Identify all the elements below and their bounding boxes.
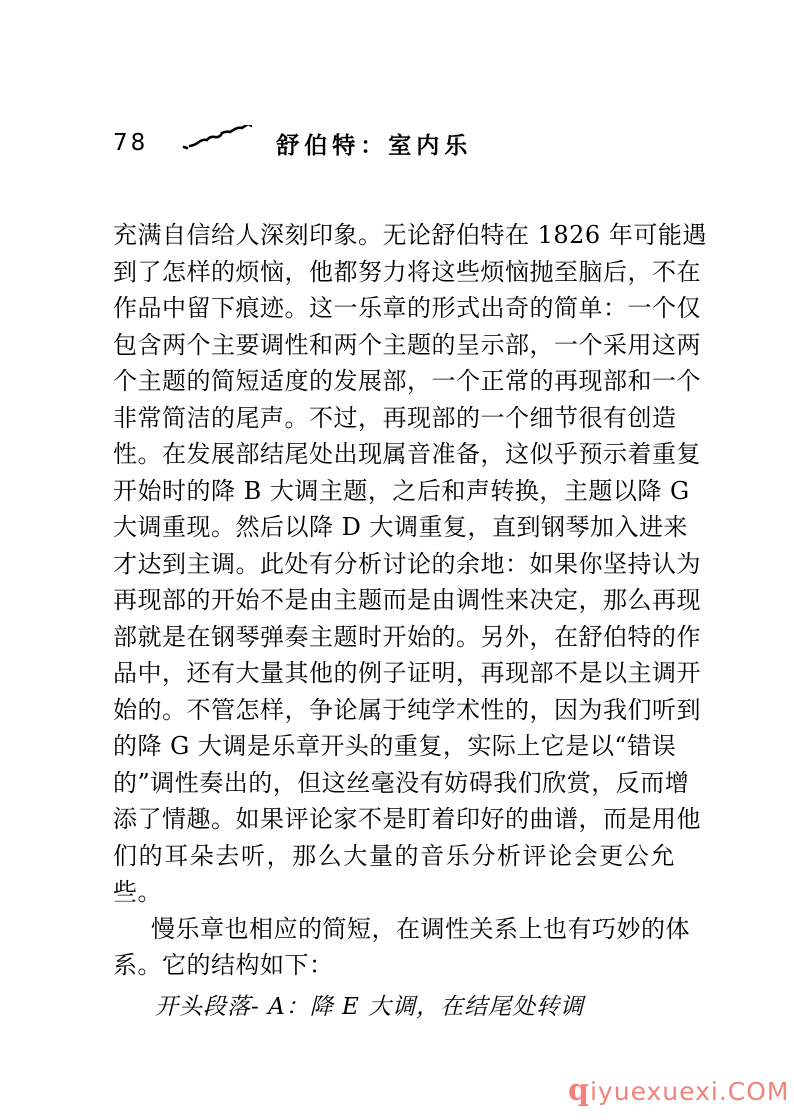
text-line: 包含两个主要调性和两个主题的呈示部，一个采用这两 <box>113 330 701 359</box>
text-line: 再现部的开始不是由主题而是由调性来决定，那么再现 <box>113 586 701 614</box>
running-head-title: 舒伯特：室内乐 <box>276 131 473 159</box>
text-line: 品中，还有大量其他的例子证明，再现部不是以主调开 <box>113 659 701 687</box>
text-line: 才达到主调。此处有分析讨论的余地：如果你坚持认为 <box>113 549 701 578</box>
text-line: 添了情趣。如果评论家不是盯着印好的曲谱，而是用他 <box>113 805 701 833</box>
text-line: 们的耳朵去听，那么大量的音乐分析评论会更公允些。 <box>113 841 675 906</box>
text-line: 到了怎样的烦恼，他都努力将这些烦恼抛至脑后，不在 <box>113 257 701 286</box>
watermark: qiyuexuexi.COM <box>568 1073 790 1108</box>
text-line: 充满自信给人深刻印象。无论舒伯特在 1826 年可能遇 <box>113 221 707 249</box>
text-line: 系。它的结构如下： <box>113 951 334 979</box>
text-line: 非常简洁的尾声。不过，再现部的一个细节很有创造 <box>113 403 677 432</box>
text-line: 开始时的降 B 大调主题，之后和声转换，主题以降 G <box>113 476 690 505</box>
text-line: 作品中留下痕迹。这一乐章的形式出奇的简单：一个仅 <box>113 294 701 322</box>
flourish-squiggle-icon <box>180 125 252 155</box>
body-text <box>113 217 707 1025</box>
page-number: 78 <box>113 130 149 156</box>
running-head <box>113 126 675 160</box>
text-line: 的”调性奏出的，但这丝毫没有妨碍我们欣赏，反而增 <box>113 768 690 797</box>
text-line: 慢乐章也相应的简短，在调性关系上也有巧妙的体 <box>151 914 690 943</box>
text-line: 个主题的简短适度的发展部，一个正常的再现部和一个 <box>113 367 701 395</box>
text-line: 大调重现。然后以降 D 大调重复，直到钢琴加入进来 <box>113 513 688 541</box>
text-line: 的降 G 大调是乐章开头的重复，实际上它是以“错误 <box>113 732 677 760</box>
structure-line: 开头段落- A：降 E 大调，在结尾处转调 <box>155 993 585 1020</box>
text-line: 部就是在钢琴弹奏主题时开始的。另外，在舒伯特的作 <box>113 622 701 651</box>
text-line: 始的。不管怎样，争论属于纯学术性的，因为我们听到 <box>113 695 701 724</box>
text-line: 性。在发展部结尾处出现属音准备，这似乎预示着重复 <box>113 440 701 468</box>
